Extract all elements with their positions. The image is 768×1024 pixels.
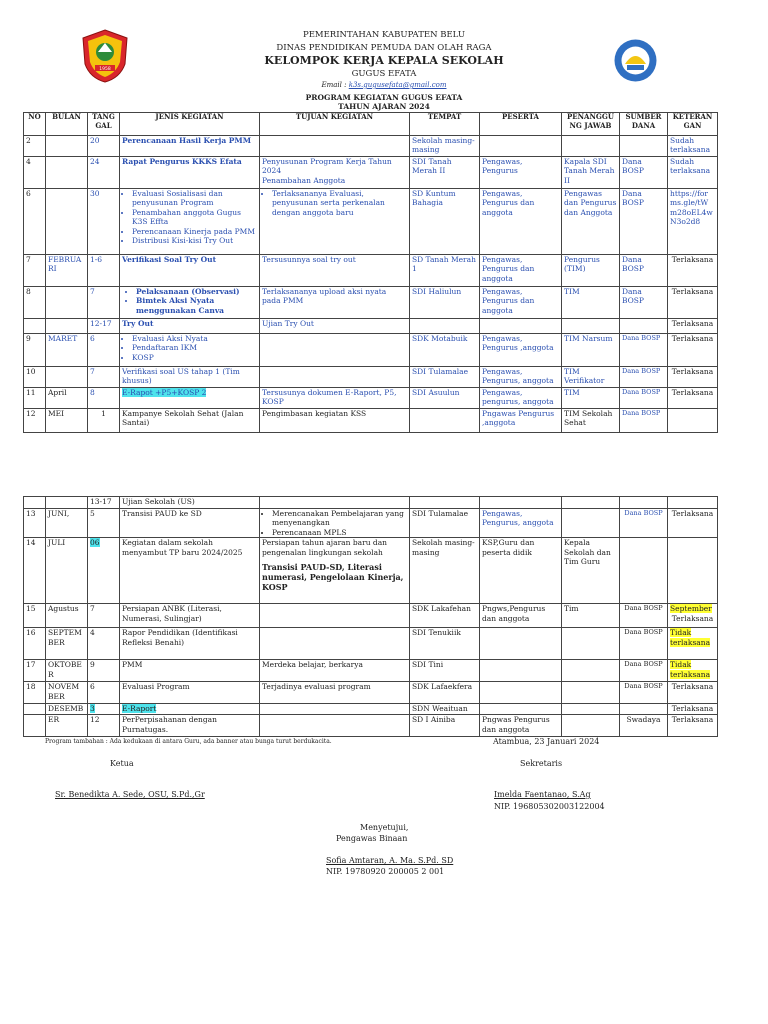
- table-row: 7 FEBRUA RI 1-6 Verifikasi Soal Try Out Tersusunnya soal try out SD Tanah Merah 1 Pengawas, Pengurus dan anggota Pengurus (TIM) Dana BOSP Terlaksana: [24, 255, 718, 287]
- pengawas-nip: NIP. 19780920 200005 2 001: [326, 867, 445, 876]
- table-row: 9 MARET 6 • Evaluasi Aksi Nyata • Pendaftaran IKM • KOSP SDK Motabuik Pengawas, Pengurus ,anggota TIM Narsum Dana BOSP Terlaksana: [24, 334, 718, 367]
- table-row: 6 30 • Evaluasi Sosialisasi dan penyusunan Program • Penambahan anggota Gugus K3S Effta • Perencanaan Kinerja pada PMM • Distribusi Kisi-kisi Try Out • Terlaksananya Evaluasi, penyusunan serta perkenalan dengan anggota baru SD Kuntum Bahagia Pengawas, Pengurus dan anggota Pengawas dan Pengurus dan Anggota Dana BOSP https://forms.gle/tWm28oEL4wN3o2d8: [24, 189, 718, 255]
- col-tanggal: TANG GAL: [88, 113, 120, 136]
- forms-link[interactable]: https://forms.gle/tWm28oEL4wN3o2d8: [668, 189, 718, 255]
- col-keterangan: KETERAN GAN: [668, 113, 718, 136]
- col-tempat: TEMPAT: [410, 113, 480, 136]
- pengawas-label: Pengawas Binaan: [336, 834, 408, 843]
- col-sumber-dana: SUMBER DANA: [620, 113, 668, 136]
- place-date: Atambua, 23 Januari 2024: [493, 737, 600, 746]
- program-table-part-2: [23, 496, 718, 737]
- sekretaris-label: Sekretaris: [520, 759, 563, 768]
- table-row: 14 JULI 06 Kegiatan dalam sekolah menyambut TP baru 2024/2025 Persiapan tahun ajaran baru dan pengenalan lingkungan sekolah Transisi PAUD-SD, Literasi numerasi, Pengelolaan Kinerja, KOSP Sekolah masing-masing KSP,Guru dan peserta didik Kepala Sekolah dan Tim Guru: [24, 538, 718, 604]
- program-title: PROGRAM KEGIATAN GUGUS EFATA: [305, 93, 463, 102]
- header-government: PEMERINTAHAN KABUPATEN BELU: [302, 30, 466, 40]
- header-gugus: GUGUS EFATA: [351, 69, 417, 79]
- table-row: ER 12 PerPerpisahanan dengan Purnatugas. SD I Ainiba Pngwas Pengurus dan anggota Swadaya Terlaksana: [24, 715, 718, 737]
- year-title: TAHUN AJARAN 2024: [338, 102, 430, 111]
- table-row: 17 OKTOBE R 9 PMM Merdeka belajar, berkarya SDI Tini Dana BOSP Tidak terlaksana: [24, 660, 718, 682]
- program-table-part-1: [23, 112, 718, 433]
- col-peserta: PESERTA: [480, 113, 562, 136]
- email-link[interactable]: k3s.gugusefata@gmail.com: [348, 81, 447, 89]
- col-penanggung-jawab: PENANGGU NG JAWAB: [562, 113, 620, 136]
- sekretaris-name: Imelda Faentanao, S.Ag: [494, 790, 591, 799]
- pengawas-name: Sofia Amtaran, A. Ma. S.Pd. SD: [326, 856, 454, 865]
- svg-text:1958: 1958: [99, 67, 111, 72]
- col-bulan: BULAN: [46, 113, 88, 136]
- header-organization: KELOMPOK KERJA KEPALA SEKOLAH: [264, 54, 504, 67]
- col-jenis-kegiatan: JENIS KEGIATAN: [120, 113, 260, 136]
- table-row: 8 7 • Pelaksanaan (Observasi) • Bimtek Aksi Nyata menggunakan Canva Terlaksananya upload aksi nyata pada PMM SDI Haliulun Pengawas, Pengurus dan anggota TIM Dana BOSP Terlaksana: [24, 287, 718, 319]
- table-row: 15 Agustus 7 Persiapan ANBK (Literasi, Numerasi, Sulingjar) SDK Lakafehan Pngws,Pengurus dan anggota Tim Dana BOSP September Terlaksana: [24, 604, 718, 628]
- table-row: 11 April 8 E-Rapot +P5+KOSP 2 Tersusunya dokumen E-Raport, P5, KOSP SDI Asuulun Pengawas, pengurus, anggota TIM Dana BOSP Terlaksana: [24, 388, 718, 409]
- table-row: 12 MEI 1 Kampanye Sekolah Sehat (Jalan Santai) Pengimbasan kegiatan KSS Pngawas Pengurus ,anggota TIM Sekolah Sehat Dana BOSP: [24, 409, 718, 433]
- table-header-row: [24, 113, 718, 136]
- table-row: DESEMB 3 E-Raport SDN Weaituan Terlaksana: [24, 704, 718, 715]
- col-no: NO: [24, 113, 46, 136]
- table-row: 13 JUNI, 5 Transisi PAUD ke SD • Merencanakan Pembelajaran yang menyenangkan • Perencanaan MPLS SDI Tulamalae Pengawas, Pengurus, anggota Dana BOSP Terlaksana: [24, 509, 718, 538]
- menyetujui-label: Menyetujui,: [360, 823, 409, 832]
- table-row: 10 7 Verifikasi soal US tahap 1 (Tim khusus) SDI Tulamalae Pengawas, Pengurus, anggota TIM Verifikator Dana BOSP Terlaksana: [24, 367, 718, 388]
- table-row: 12-17 Try Out Ujian Try Out Terlaksana: [24, 319, 718, 334]
- sekretaris-nip: NIP. 196805302003122004: [494, 802, 605, 811]
- header-department: DINAS PENDIDIKAN PEMUDA DAN OLAH RAGA: [276, 43, 492, 53]
- table-row: 18 NOVEM BER 6 Evaluasi Program Terjadinya evaluasi program SDK Lafaekfera Dana BOSP Terlaksana: [24, 682, 718, 704]
- table-row: 16 SEPTEM BER 4 Rapor Pendidikan (Identifikasi Refleksi Benahi) SDI Tenukiik Dana BOSP Tidak terlaksana: [24, 628, 718, 660]
- table-row: 4 24 Rapat Pengurus KKKS Efata Penyusunan Program Kerja Tahun 2024 Penambahan Anggota SDI Tanah Merah II Pengawas, Pengurus Kapala SDI Tanah Merah II Dana BOSP Sudah terlaksana: [24, 157, 718, 189]
- col-tujuan-kegiatan: TUJUAN KEGIATAN: [260, 113, 410, 136]
- ketua-label: Ketua: [110, 759, 134, 768]
- ketua-name: Sr. Benedikta A. Sede, OSU, S.Pd.,Gr: [55, 790, 205, 799]
- table-row: 2 20 Perencanaan Hasil Kerja PMM Sekolah masing-masing Sudah terlaksana: [24, 136, 718, 157]
- header-email-line: Email : k3s.gugusefata@gmail.com: [321, 81, 447, 89]
- table-row: 13-17 Ujian Sekolah (US): [24, 497, 718, 509]
- additional-program-note: Program tambahan : Ada kedukaan di antara Guru, ada banner atau bunga turut berdukacita.: [45, 738, 332, 745]
